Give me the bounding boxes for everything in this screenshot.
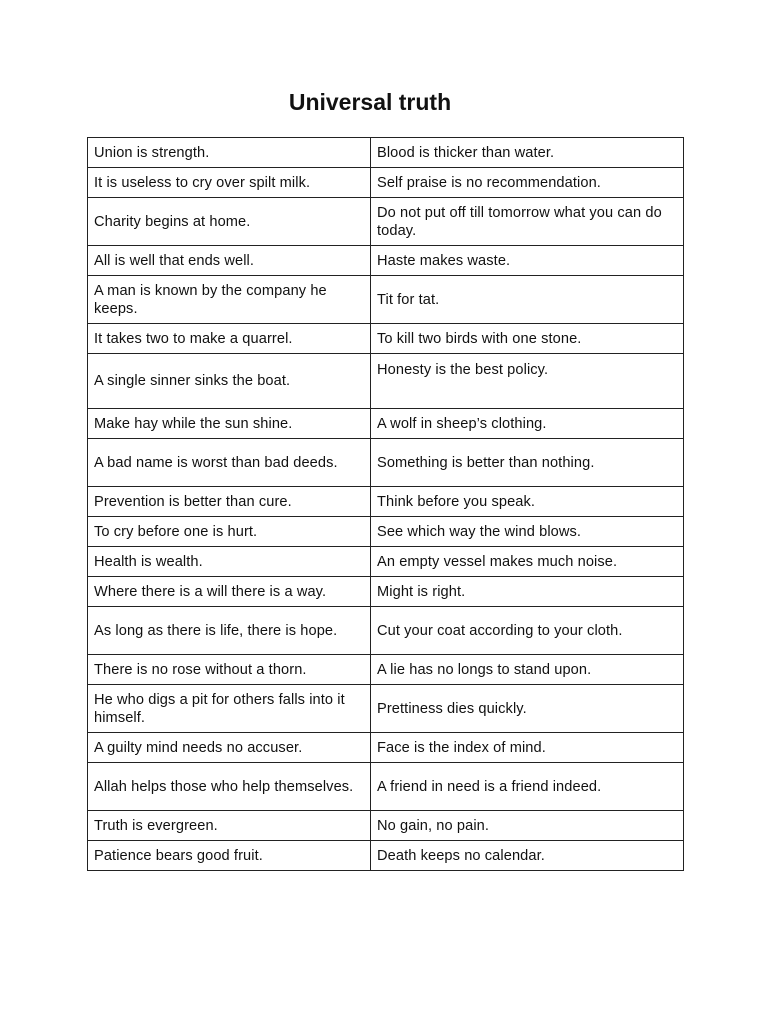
saying-left-cell: A bad name is worst than bad deeds. bbox=[88, 439, 371, 487]
saying-right-cell: Self praise is no recommendation. bbox=[371, 168, 684, 198]
saying-left-cell: A man is known by the company he keeps. bbox=[88, 276, 371, 324]
saying-right-cell: A wolf in sheep’s clothing. bbox=[371, 409, 684, 439]
table-row bbox=[88, 168, 684, 198]
saying-right-cell: Something is better than nothing. bbox=[371, 439, 684, 487]
table-row bbox=[88, 198, 684, 246]
saying-left-cell: There is no rose without a thorn. bbox=[88, 655, 371, 685]
table-row bbox=[88, 841, 684, 871]
saying-right-cell: Might is right. bbox=[371, 577, 684, 607]
saying-right-cell: See which way the wind blows. bbox=[371, 517, 684, 547]
table-row bbox=[88, 409, 684, 439]
table-row bbox=[88, 138, 684, 168]
table-row bbox=[88, 324, 684, 354]
table-row bbox=[88, 811, 684, 841]
saying-right-cell: Prettiness dies quickly. bbox=[371, 685, 684, 733]
saying-right-cell: Tit for tat. bbox=[371, 276, 684, 324]
saying-left-cell: A single sinner sinks the boat. bbox=[88, 354, 371, 409]
table-row bbox=[88, 439, 684, 487]
saying-right-cell: No gain, no pain. bbox=[371, 811, 684, 841]
saying-left-cell: Make hay while the sun shine. bbox=[88, 409, 371, 439]
saying-left-cell: Prevention is better than cure. bbox=[88, 487, 371, 517]
saying-right-cell: Do not put off till tomorrow what you can do today. bbox=[371, 198, 684, 246]
saying-left-cell: All is well that ends well. bbox=[88, 246, 371, 276]
saying-right-cell: Death keeps no calendar. bbox=[371, 841, 684, 871]
saying-left-cell: Union is strength. bbox=[88, 138, 371, 168]
saying-left-cell: It takes two to make a quarrel. bbox=[88, 324, 371, 354]
saying-right-cell: A lie has no longs to stand upon. bbox=[371, 655, 684, 685]
table-row bbox=[88, 763, 684, 811]
saying-right-cell: Think before you speak. bbox=[371, 487, 684, 517]
saying-left-cell: Where there is a will there is a way. bbox=[88, 577, 371, 607]
saying-right-cell: To kill two birds with one stone. bbox=[371, 324, 684, 354]
page-title: Universal truth bbox=[288, 89, 452, 115]
truth-table-body bbox=[88, 138, 684, 871]
table-row bbox=[88, 354, 684, 409]
table-row bbox=[88, 517, 684, 547]
table-row bbox=[88, 487, 684, 517]
saying-right-cell: An empty vessel makes much noise. bbox=[371, 547, 684, 577]
table-row bbox=[88, 246, 684, 276]
saying-left-cell: Truth is evergreen. bbox=[88, 811, 371, 841]
saying-right-cell: Haste makes waste. bbox=[371, 246, 684, 276]
saying-left-cell: Health is wealth. bbox=[88, 547, 371, 577]
table-row bbox=[88, 733, 684, 763]
saying-right-cell: Face is the index of mind. bbox=[371, 733, 684, 763]
saying-left-cell: Allah helps those who help themselves. bbox=[88, 763, 371, 811]
saying-left-cell: Patience bears good fruit. bbox=[88, 841, 371, 871]
table-row bbox=[88, 547, 684, 577]
saying-left-cell: He who digs a pit for others falls into it himself. bbox=[88, 685, 371, 733]
table-row bbox=[88, 685, 684, 733]
saying-right-cell: Cut your coat according to your cloth. bbox=[371, 607, 684, 655]
saying-right-cell: A friend in need is a friend indeed. bbox=[371, 763, 684, 811]
saying-left-cell: Charity begins at home. bbox=[88, 198, 371, 246]
saying-left-cell: As long as there is life, there is hope. bbox=[88, 607, 371, 655]
table-row bbox=[88, 577, 684, 607]
table-row bbox=[88, 276, 684, 324]
saying-left-cell: To cry before one is hurt. bbox=[88, 517, 371, 547]
table-row bbox=[88, 607, 684, 655]
saying-right-cell: Honesty is the best policy. bbox=[371, 354, 684, 409]
saying-left-cell: It is useless to cry over spilt milk. bbox=[88, 168, 371, 198]
saying-right-cell: Blood is thicker than water. bbox=[371, 138, 684, 168]
saying-left-cell: A guilty mind needs no accuser. bbox=[88, 733, 371, 763]
truth-table bbox=[87, 137, 684, 871]
table-row bbox=[88, 655, 684, 685]
